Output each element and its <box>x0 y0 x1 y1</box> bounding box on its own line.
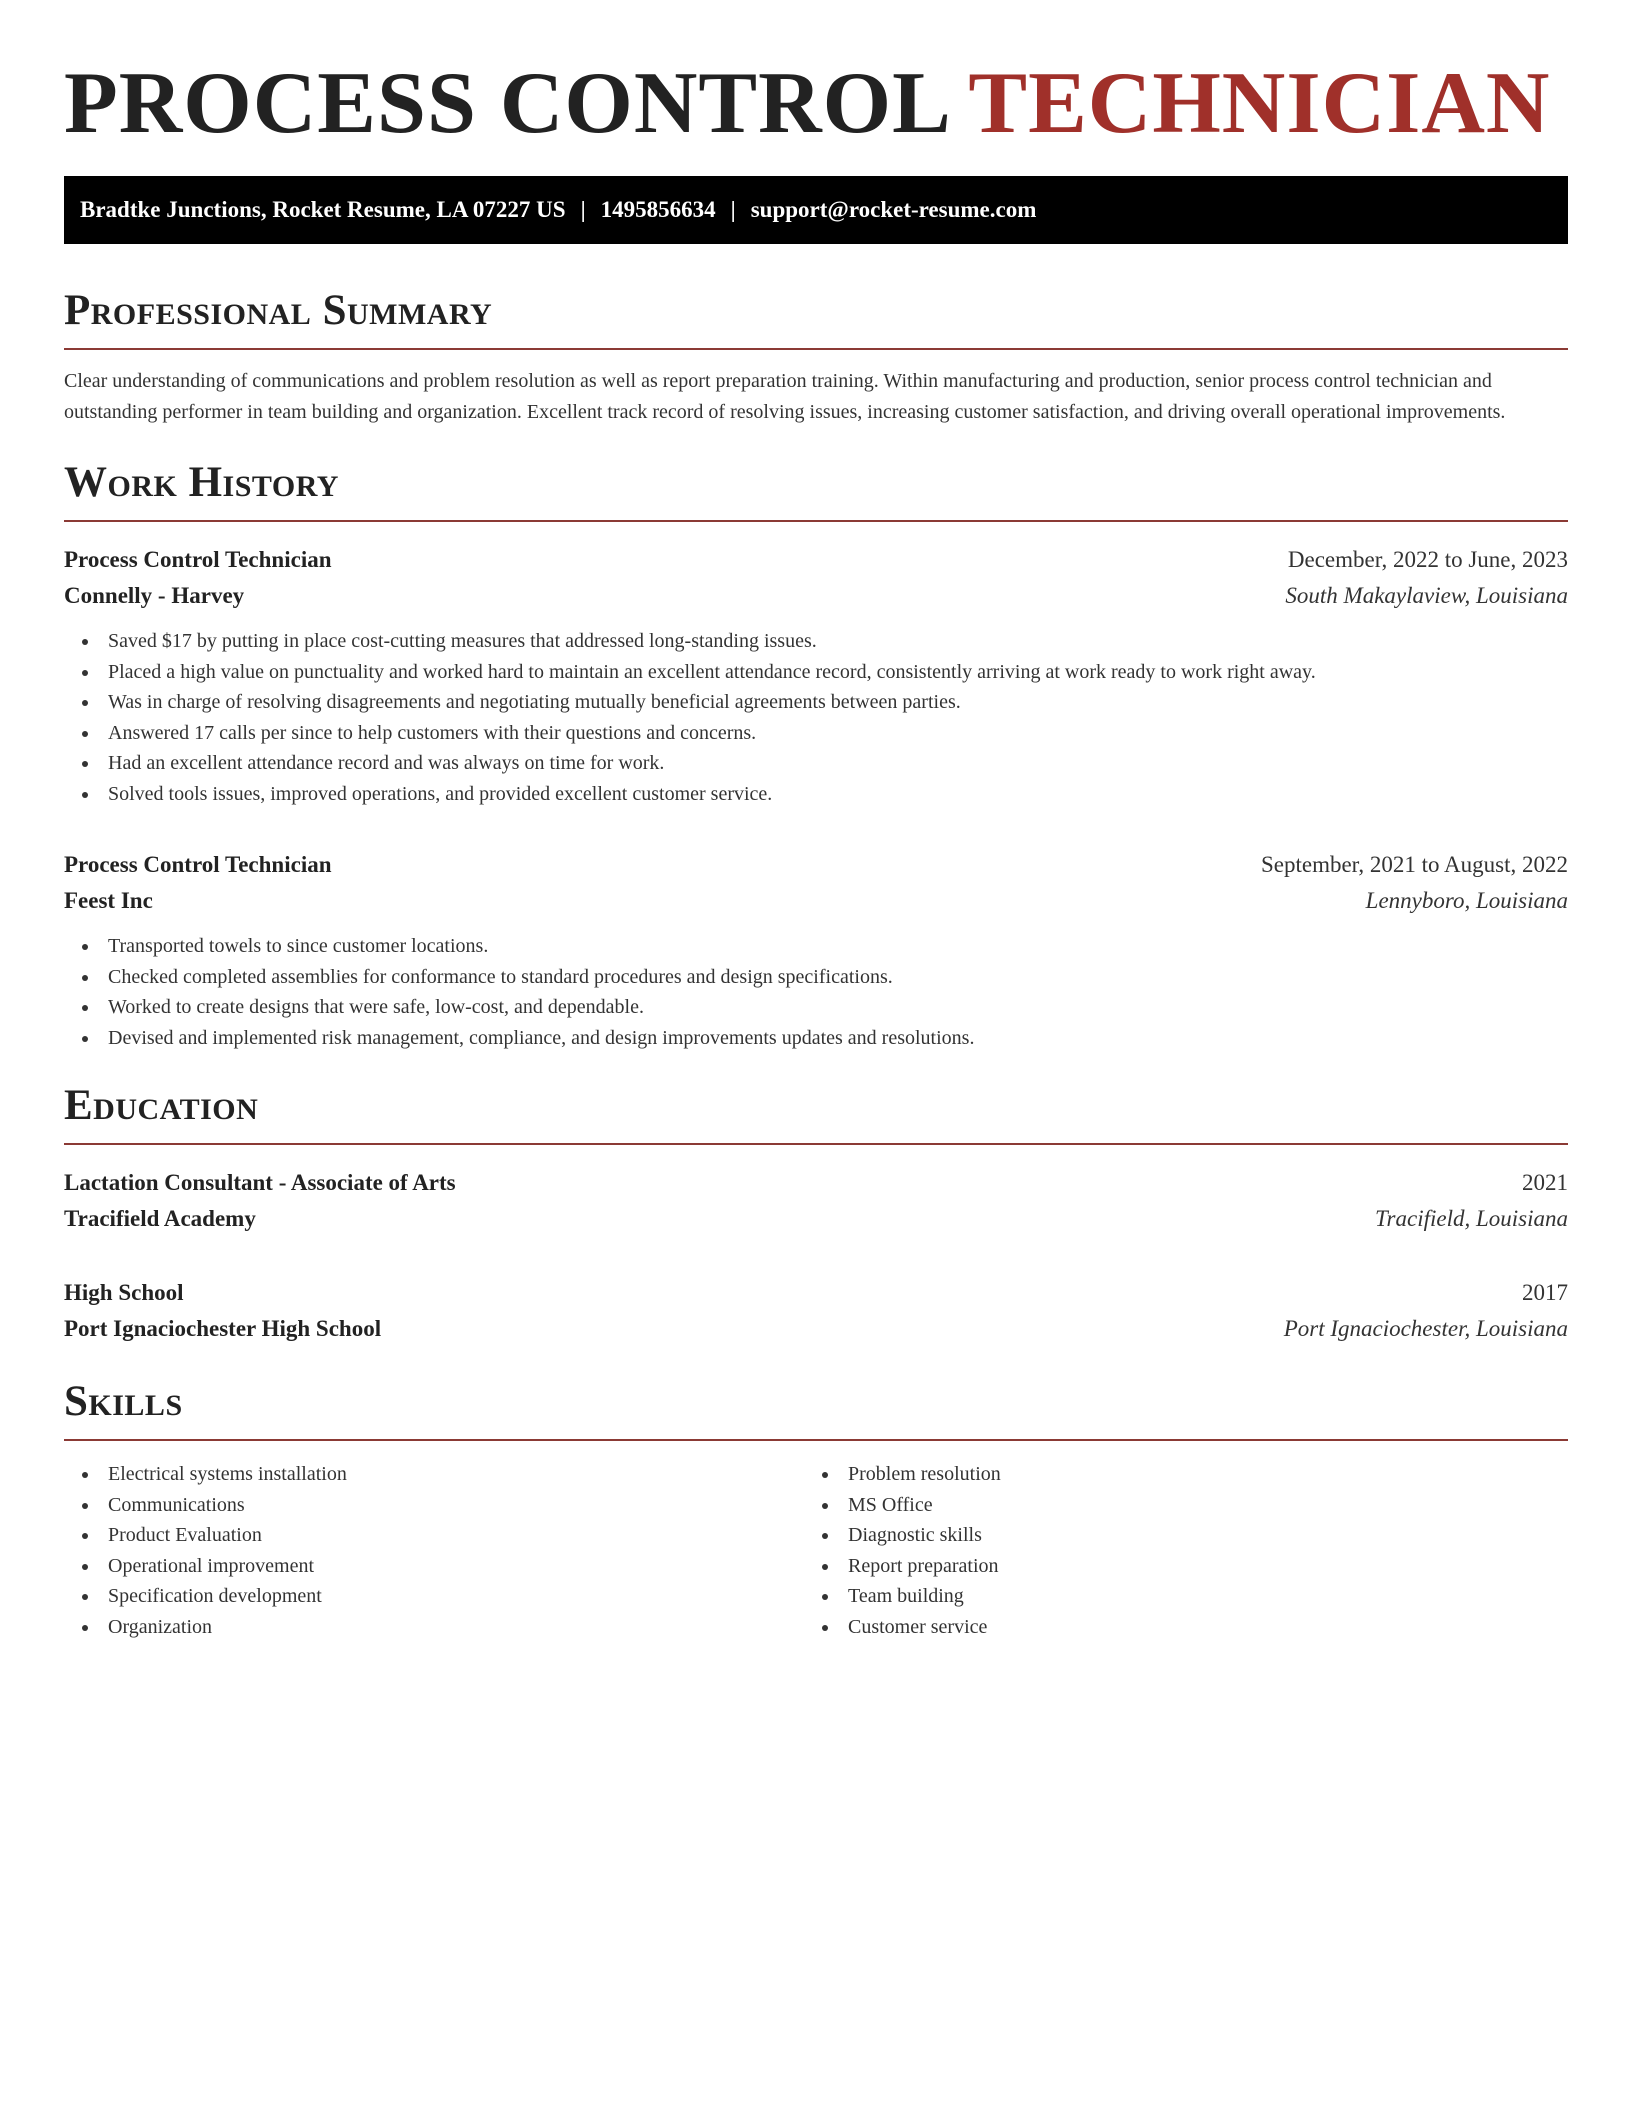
list-item: Answered 17 calls per since to help customers with their questions and concerns. <box>64 718 1568 749</box>
skill-item: Report preparation <box>804 1551 1544 1582</box>
resume-name <box>64 56 1568 152</box>
name-first: PROCESS CONTROL <box>64 55 947 152</box>
contact-separator: | <box>580 197 586 222</box>
skill-item: Product Evaluation <box>64 1520 804 1551</box>
job-role: Process Control Technician <box>64 852 332 877</box>
section-title: Skills <box>64 1378 183 1425</box>
job-bullets <box>64 931 1568 1053</box>
section-divider <box>64 520 1568 522</box>
section-title: Work History <box>64 459 339 506</box>
job-entry <box>64 847 1568 1053</box>
education-degree: High School <box>64 1280 184 1305</box>
section-divider <box>64 1143 1568 1145</box>
job-bullets <box>64 626 1568 809</box>
education-school: Port Ignaciochester High School <box>64 1316 382 1341</box>
summary-text: Clear understanding of communications and problem resolution as well as report preparation training. Within manufacturing and production, senior process control technician and outstanding performer in team building and organization. Excellent track record of resolving issues, increasing customer satisfaction, and driving overall operational improvements. <box>64 370 1506 423</box>
skill-item: MS Office <box>804 1490 1544 1521</box>
list-item: Was in charge of resolving disagreements and negotiating mutually beneficial agreements between parties. <box>64 687 1568 718</box>
list-item: Transported towels to since customer locations. <box>64 931 1568 962</box>
skill-item: Customer service <box>804 1612 1544 1643</box>
job-dates: September, 2021 to August, 2022 <box>1260 852 1568 877</box>
summary-section <box>64 286 1568 428</box>
skills-list-right <box>804 1459 1544 1642</box>
resume-page <box>64 0 1568 1642</box>
job-entry <box>64 542 1568 809</box>
education-location: Tracifield, Louisiana <box>1375 1206 1568 1231</box>
work-history-section <box>64 458 1568 1053</box>
skill-item: Communications <box>64 1490 804 1521</box>
name-last: TECHNICIAN <box>968 55 1551 152</box>
list-item: Worked to create designs that were safe, low-cost, and dependable. <box>64 992 1568 1023</box>
education-entry <box>64 1165 1568 1237</box>
list-item: Had an excellent attendance record and was always on time for work. <box>64 748 1568 779</box>
education-entry <box>64 1275 1568 1347</box>
skill-item: Team building <box>804 1581 1544 1612</box>
skill-item: Operational improvement <box>64 1551 804 1582</box>
education-section <box>64 1081 1568 1347</box>
job-company: Connelly - Harvey <box>64 583 245 608</box>
job-dates: December, 2022 to June, 2023 <box>1287 547 1568 572</box>
job-location: Lennyboro, Louisiana <box>1365 888 1568 913</box>
section-divider <box>64 348 1568 350</box>
list-item: Solved tools issues, improved operations, and provided excellent customer service. <box>64 779 1568 810</box>
skills-list-left <box>64 1459 804 1642</box>
contact-phone: 1495856634 <box>600 197 716 222</box>
skill-item: Specification development <box>64 1581 804 1612</box>
job-location: South Makaylaview, Louisiana <box>1285 583 1568 608</box>
contact-separator: | <box>730 197 736 222</box>
job-role: Process Control Technician <box>64 547 332 572</box>
education-year: 2017 <box>1522 1280 1568 1305</box>
contact-bar <box>64 176 1568 244</box>
education-degree: Lactation Consultant - Associate of Arts <box>64 1170 456 1195</box>
skill-item: Problem resolution <box>804 1459 1544 1490</box>
skill-item: Organization <box>64 1612 804 1643</box>
section-title: Professional Summary <box>64 287 493 334</box>
section-divider <box>64 1439 1568 1441</box>
contact-email: support@rocket-resume.com <box>750 197 1037 222</box>
list-item: Devised and implemented risk management, compliance, and design improvements updates and resolutions. <box>64 1023 1568 1054</box>
skills-section <box>64 1377 1568 1642</box>
education-year: 2021 <box>1522 1170 1568 1195</box>
skill-item: Electrical systems installation <box>64 1459 804 1490</box>
skills-columns <box>64 1459 1568 1642</box>
list-item: Checked completed assemblies for conformance to standard procedures and design specifications. <box>64 962 1568 993</box>
list-item: Placed a high value on punctuality and worked hard to maintain an excellent attendance record, consistently arriving at work ready to work right away. <box>64 657 1568 688</box>
section-title: Education <box>64 1082 259 1129</box>
list-item: Saved $17 by putting in place cost-cutting measures that addressed long-standing issues. <box>64 626 1568 657</box>
job-company: Feest Inc <box>64 888 153 913</box>
education-location: Port Ignaciochester, Louisiana <box>1283 1316 1568 1341</box>
contact-address: Bradtke Junctions, Rocket Resume, LA 07227 US <box>80 197 566 222</box>
skill-item: Diagnostic skills <box>804 1520 1544 1551</box>
education-school: Tracifield Academy <box>64 1206 256 1231</box>
